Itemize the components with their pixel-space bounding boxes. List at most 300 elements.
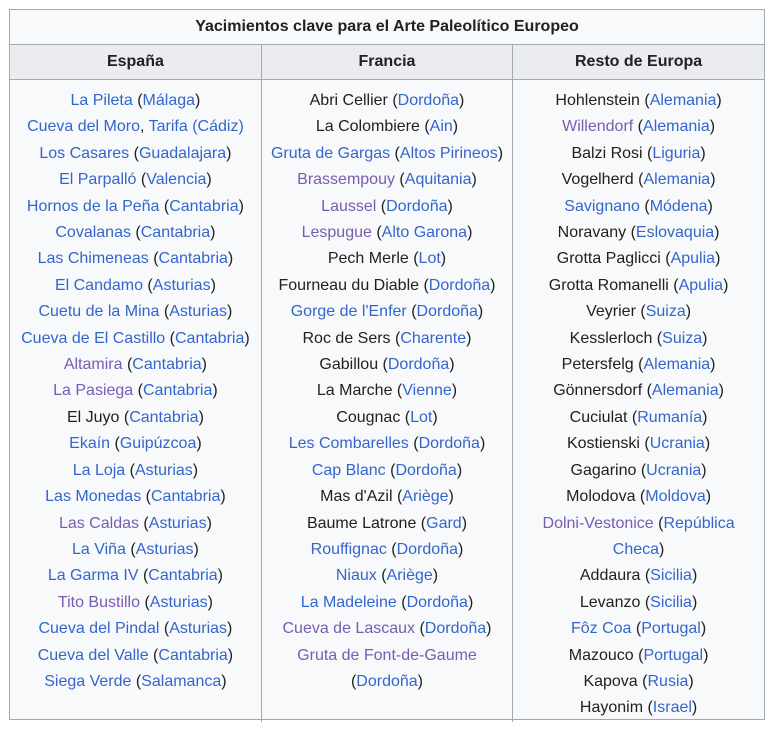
site-link[interactable]: La Garma IV [47, 567, 139, 585]
site-link[interactable]: Cantabria [158, 646, 228, 664]
site-link[interactable]: Dordoña [356, 672, 418, 690]
site-text: ) [685, 303, 692, 321]
site-link[interactable]: Liguria [652, 144, 701, 162]
site-text: ( [138, 567, 149, 585]
site-text: ) [210, 224, 216, 242]
site-entry [517, 511, 760, 564]
site-text: ) [659, 540, 665, 558]
site-text: ( [125, 461, 135, 479]
site-link[interactable]: Cantabria [140, 224, 211, 242]
site-entry [14, 352, 257, 378]
site-text: ) [192, 461, 199, 479]
site-text: ) [227, 620, 233, 638]
site-link[interactable]: Lot [410, 408, 433, 426]
column-header-francia: Francia [261, 45, 512, 80]
site-link[interactable]: El Candamo [54, 276, 143, 294]
site-text: ( [110, 435, 120, 453]
site-text: Gabillou ( [319, 356, 388, 374]
site-entry [517, 352, 760, 378]
site-text: Cuciulat ( [569, 408, 638, 426]
site-link[interactable]: Rouffignac [310, 540, 387, 558]
site-text: ) [227, 646, 234, 664]
site-text: ) [701, 461, 707, 479]
site-entry [14, 484, 257, 510]
site-link[interactable]: Cantabria [142, 382, 213, 400]
site-entry [14, 299, 257, 325]
site-text: ) [456, 461, 463, 479]
column-resto-europa [513, 80, 764, 722]
site-text: ) [451, 382, 458, 400]
site-entry [266, 88, 508, 114]
site-entry [14, 669, 257, 695]
site-link[interactable]: Ucrania [649, 435, 705, 453]
site-link[interactable]: (Cádiz) [192, 118, 244, 136]
site-text: ( [653, 514, 664, 532]
site-link[interactable]: Sicilia [650, 593, 692, 611]
site-text: ) [212, 382, 218, 400]
site-text: Gönnersdorf ( [553, 382, 652, 400]
site-entry [14, 273, 257, 299]
site-link[interactable]: Tito Bustillo [57, 593, 141, 611]
site-link[interactable]: Alemania [643, 171, 711, 189]
site-link[interactable]: Cantabria [148, 567, 218, 585]
site-link[interactable]: Gruta de Font-de-Gaume [297, 646, 477, 664]
site-text: ) [714, 224, 720, 242]
site-text: ) [244, 329, 250, 347]
site-link[interactable]: Cueva del Pindal [38, 620, 160, 638]
site-link[interactable]: Apulia [678, 276, 724, 294]
site-text: ( [138, 514, 149, 532]
site-text: ) [700, 144, 706, 162]
site-entry [517, 246, 760, 272]
site-entry [517, 669, 760, 695]
site-text: ( [376, 567, 387, 585]
site-link[interactable]: Los Casares [39, 144, 130, 162]
site-link[interactable]: Willendorf [562, 118, 634, 136]
site-link[interactable]: Apulia [670, 250, 716, 268]
site-text: Addaura ( [579, 567, 651, 585]
site-text: ) [490, 276, 496, 294]
site-entry [266, 194, 508, 220]
site-link[interactable]: Brassempouy [297, 171, 395, 189]
site-text: ( [371, 224, 382, 242]
site-link[interactable]: Covalanas [55, 224, 131, 242]
site-entry [266, 563, 508, 589]
site-text: ( [376, 197, 387, 215]
site-text: ) [221, 672, 227, 690]
site-text: , [140, 118, 149, 136]
sites-grid [10, 44, 764, 722]
site-link[interactable]: Cap Blanc [311, 461, 386, 479]
site-text: ( [142, 276, 153, 294]
site-text: Baume Latrone ( [306, 514, 427, 532]
site-link[interactable]: Moldova [645, 488, 706, 506]
site-text: ) [709, 118, 716, 136]
site-link[interactable]: Dolni-Vestonice [542, 514, 654, 532]
site-text: ( [125, 540, 136, 558]
site-text: Noravany ( [557, 224, 636, 242]
site-text: ( [122, 356, 133, 374]
site-link[interactable]: El Parpalló [59, 171, 137, 189]
site-link[interactable]: Ekaín [69, 435, 111, 453]
site-entry [266, 484, 508, 510]
site-link[interactable]: Cantabria [174, 329, 245, 347]
site-link[interactable]: Alemania [643, 118, 710, 136]
site-text: ) [688, 672, 694, 690]
site-text: ) [226, 144, 232, 162]
site-text: ) [466, 329, 472, 347]
site-entry [266, 167, 508, 193]
site-text: ) [449, 356, 455, 374]
site-text: ( [639, 197, 650, 215]
site-text: ) [703, 646, 709, 664]
site-text: Grotta Romanelli ( [548, 276, 679, 294]
site-text: ) [447, 197, 453, 215]
site-text: Kostienski ( [566, 435, 650, 453]
site-text: ( [140, 593, 150, 611]
francia-site-list [266, 88, 508, 695]
site-entry [517, 194, 760, 220]
site-link[interactable]: Suiza [645, 303, 686, 321]
site-link[interactable]: Gorge de l'Enfer [290, 303, 407, 321]
site-text: Fourneau du Diable ( [278, 276, 429, 294]
site-entry [14, 141, 257, 167]
site-link[interactable]: Niaux [335, 567, 377, 585]
site-entry [266, 537, 508, 563]
site-text: ) [477, 303, 484, 321]
site-text: Kesslerloch ( [569, 329, 663, 347]
site-text: ) [710, 356, 716, 374]
site-entry [14, 511, 257, 537]
site-text: Hohlenstein ( [555, 92, 650, 109]
site-link[interactable]: Valencia [146, 171, 207, 189]
site-entry [517, 431, 760, 457]
site-link[interactable]: República Checa [612, 514, 735, 558]
site-link[interactable]: La Loja [72, 461, 126, 479]
site-text: ( [131, 672, 142, 690]
site-link[interactable]: Guadalajara [138, 144, 227, 162]
site-link[interactable]: Hornos de la Peña [26, 197, 160, 215]
site-link[interactable]: Dordoña [396, 540, 458, 558]
site-text: ) [227, 250, 234, 268]
site-text: ) [471, 171, 477, 189]
site-entry [14, 590, 257, 616]
site-entry [266, 246, 508, 272]
site-text: ( [631, 620, 642, 638]
site-link[interactable]: Lespugue [301, 224, 372, 242]
site-link[interactable]: Gard [426, 514, 462, 532]
site-link[interactable]: Ain [429, 118, 453, 136]
site-link[interactable]: Dordoña [418, 435, 480, 453]
site-link[interactable]: Málaga [142, 92, 196, 109]
site-text: Cougnac ( [336, 408, 411, 426]
site-text: ) [467, 593, 474, 611]
site-link[interactable]: Ariège [386, 567, 433, 585]
site-text: ( [350, 672, 357, 690]
site-text: ( [390, 144, 400, 162]
site-text: El Juyo ( [66, 408, 130, 426]
column-header-resto-europa: Resto de Europa [513, 45, 764, 80]
site-entry [266, 431, 508, 457]
site-link[interactable]: Portugal [641, 620, 701, 638]
site-entry [517, 141, 760, 167]
site-entry [517, 695, 760, 721]
site-text: ( [394, 171, 405, 189]
site-link[interactable]: Dordoña [406, 593, 468, 611]
site-text: ) [705, 488, 712, 506]
site-entry [517, 405, 760, 431]
site-entry [517, 378, 760, 404]
site-link[interactable]: Laussel [321, 197, 377, 215]
site-text: Vogelherd ( [561, 171, 644, 189]
site-text: ) [217, 567, 223, 585]
site-text: ) [432, 408, 438, 426]
site-text: ) [715, 250, 721, 268]
site-text: ( [132, 92, 143, 109]
site-link[interactable]: La Pileta [70, 92, 133, 109]
site-text: ( [159, 197, 170, 215]
site-link[interactable]: Cueva del Moro [27, 118, 141, 136]
site-text: ) [716, 92, 722, 109]
site-entry [14, 326, 257, 352]
site-link[interactable]: Cueva del Valle [37, 646, 149, 664]
site-link[interactable]: Guipúzcoa [119, 435, 197, 453]
site-text: ) [704, 435, 711, 453]
site-link[interactable]: Vienne [402, 382, 452, 400]
site-link[interactable]: Asturias [169, 303, 228, 321]
site-text: La Marche ( [316, 382, 403, 400]
site-text: ( [129, 144, 139, 162]
site-entry [266, 458, 508, 484]
site-link[interactable]: Dordoña [424, 620, 487, 638]
site-text: ) [691, 567, 698, 585]
site-text: ) [718, 382, 724, 400]
site-link[interactable]: Ucrania [646, 461, 702, 479]
site-link[interactable]: Dordoña [387, 356, 450, 374]
site-entry [14, 431, 257, 457]
site-entry [14, 643, 257, 669]
site-entry [517, 643, 760, 669]
site-link[interactable]: Asturias [135, 540, 194, 558]
site-text: ) [691, 699, 698, 717]
site-text: ( [148, 250, 159, 268]
site-entry [517, 88, 760, 114]
site-text: ) [206, 171, 212, 189]
site-entry [517, 458, 760, 484]
site-text: ) [220, 488, 226, 506]
site-text: Mazouco ( [568, 646, 644, 664]
site-text: ( [159, 620, 170, 638]
site-text: Roc de Sers ( [302, 329, 401, 347]
site-text: Molodova ( [566, 488, 646, 506]
site-text: ( [136, 171, 147, 189]
site-entry [517, 114, 760, 140]
site-link[interactable]: Aquitania [404, 171, 472, 189]
site-text: Gagarino ( [570, 461, 647, 479]
site-link[interactable]: Dordoña [397, 92, 460, 109]
site-link[interactable]: Cantabria [158, 250, 228, 268]
site-entry [266, 590, 508, 616]
site-link[interactable]: Cantabria [132, 356, 202, 374]
site-link[interactable]: La Madeleine [300, 593, 397, 611]
site-text: Grotta Paglicci ( [556, 250, 671, 268]
site-link[interactable]: Les Combarelles [288, 435, 409, 453]
site-text: ( [386, 540, 397, 558]
site-text: ( [415, 620, 425, 638]
table-caption: Yacimientos clave para el Arte Paleolítico Europeo [195, 18, 579, 35]
site-entry [517, 326, 760, 352]
site-link[interactable]: Israel [652, 699, 692, 717]
site-text: La Colombiere ( [315, 118, 430, 136]
site-text: ) [448, 488, 454, 506]
site-text: ) [210, 276, 216, 294]
site-link[interactable]: Asturias [148, 514, 207, 532]
site-entry [266, 220, 508, 246]
column-espana [10, 80, 261, 722]
site-text: ) [238, 197, 244, 215]
site-entry [517, 220, 760, 246]
site-entry [266, 643, 508, 696]
site-link[interactable]: Siega Verde [44, 672, 132, 690]
site-text: Veyrier ( [586, 303, 646, 321]
site-link[interactable]: Salamanca [141, 672, 222, 690]
site-link[interactable]: Alto Garona [381, 224, 468, 242]
site-link[interactable]: Tarifa [148, 118, 188, 136]
site-text: ) [452, 118, 459, 136]
site-text: ) [710, 171, 716, 189]
site-entry [266, 326, 508, 352]
site-link[interactable]: Gruta de Gargas [270, 144, 391, 162]
site-link[interactable]: Altos Pirineos [399, 144, 498, 162]
site-text: ) [227, 303, 233, 321]
site-text: Levanzo ( [579, 593, 651, 611]
site-link[interactable]: Asturias [149, 593, 208, 611]
site-text: ) [196, 435, 202, 453]
site-link[interactable]: Cuetu de la Mina [38, 303, 160, 321]
resto-europa-site-list [517, 88, 760, 722]
site-entry [14, 114, 257, 140]
site-entry [517, 590, 760, 616]
site-text: ( [165, 329, 175, 347]
site-link[interactable]: Cueva de Lascaux [282, 620, 416, 638]
site-text: Balzi Rosi ( [571, 144, 653, 162]
site-text: ) [700, 620, 707, 638]
site-text: ( [141, 488, 151, 506]
site-entry [266, 114, 508, 140]
site-link[interactable]: Asturias [152, 276, 211, 294]
site-link[interactable]: Alemania [651, 382, 719, 400]
site-text: ) [432, 567, 439, 585]
site-entry [266, 378, 508, 404]
site-link[interactable]: Suiza [662, 329, 703, 347]
site-link[interactable]: Dordoña [395, 461, 457, 479]
site-link[interactable]: Dordoña [428, 276, 491, 294]
site-text: ) [458, 540, 464, 558]
site-text: ) [707, 197, 713, 215]
site-link[interactable]: Portugal [643, 646, 704, 664]
site-text: ) [459, 92, 465, 109]
site-link[interactable]: La Pasiega [53, 382, 134, 400]
site-text: ) [440, 250, 447, 268]
site-link[interactable]: Altamira [63, 356, 123, 374]
site-text: ) [691, 593, 698, 611]
site-link[interactable]: Asturias [134, 461, 193, 479]
site-link[interactable]: Ariège [402, 488, 449, 506]
site-entry [266, 616, 508, 642]
site-text: Hayonim ( [579, 699, 653, 717]
site-link[interactable]: Savignano [564, 197, 640, 215]
site-link[interactable]: Rusia [647, 672, 689, 690]
site-text: ) [198, 408, 204, 426]
site-link[interactable]: Alemania [649, 92, 717, 109]
site-text: ) [195, 92, 201, 109]
site-link[interactable]: Dordoña [416, 303, 478, 321]
site-entry [14, 246, 257, 272]
site-text: ) [201, 356, 207, 374]
site-link[interactable]: Módena [649, 197, 708, 215]
site-link[interactable]: Las Chimeneas [37, 250, 149, 268]
site-entry [14, 563, 257, 589]
site-link[interactable]: Cueva de El Castillo [21, 329, 166, 347]
site-text: Abri Cellier ( [309, 92, 398, 109]
column-header-espana: España [10, 45, 261, 80]
site-entry [517, 167, 760, 193]
site-link[interactable]: Fôz Coa [570, 620, 632, 638]
site-text: ( [130, 224, 141, 242]
site-link[interactable]: Cantabria [129, 408, 199, 426]
site-entry [266, 352, 508, 378]
site-text: Pech Merle ( [327, 250, 419, 268]
site-text: Kapova ( [583, 672, 648, 690]
site-entry [14, 220, 257, 246]
column-francia [261, 80, 512, 722]
site-entry [14, 405, 257, 431]
site-link[interactable]: Dordoña [386, 197, 448, 215]
site-link[interactable]: Las Monedas [45, 488, 142, 506]
site-link[interactable]: Charente [400, 329, 467, 347]
site-link[interactable]: Asturias [169, 620, 228, 638]
site-text: ) [467, 224, 473, 242]
site-text: ) [206, 514, 212, 532]
site-link[interactable]: Cantabria [150, 488, 221, 506]
site-entry [14, 458, 257, 484]
site-link[interactable]: La Viña [71, 540, 126, 558]
site-text: ( [396, 593, 407, 611]
site-link[interactable]: Lot [418, 250, 441, 268]
site-link[interactable]: Cantabria [169, 197, 239, 215]
site-entry [14, 616, 257, 642]
site-entry [517, 273, 760, 299]
site-text: ( [633, 118, 644, 136]
site-link[interactable]: Eslovaquia [635, 224, 715, 242]
site-link[interactable]: Sicilia [650, 567, 692, 585]
espana-site-list [14, 88, 257, 695]
site-text: Mas d'Azil ( [320, 488, 403, 506]
site-link[interactable]: Rumanía [637, 408, 703, 426]
site-entry [266, 273, 508, 299]
site-text: ( [133, 382, 143, 400]
site-link[interactable]: Las Caldas [58, 514, 139, 532]
site-entry [14, 537, 257, 563]
site-text: ) [723, 276, 729, 294]
sites-table [9, 9, 765, 720]
site-text: ) [193, 540, 199, 558]
site-text: ) [702, 329, 708, 347]
site-text: ) [486, 620, 492, 638]
site-entry [517, 299, 760, 325]
site-link[interactable]: Alemania [643, 356, 711, 374]
site-text: ) [461, 514, 468, 532]
